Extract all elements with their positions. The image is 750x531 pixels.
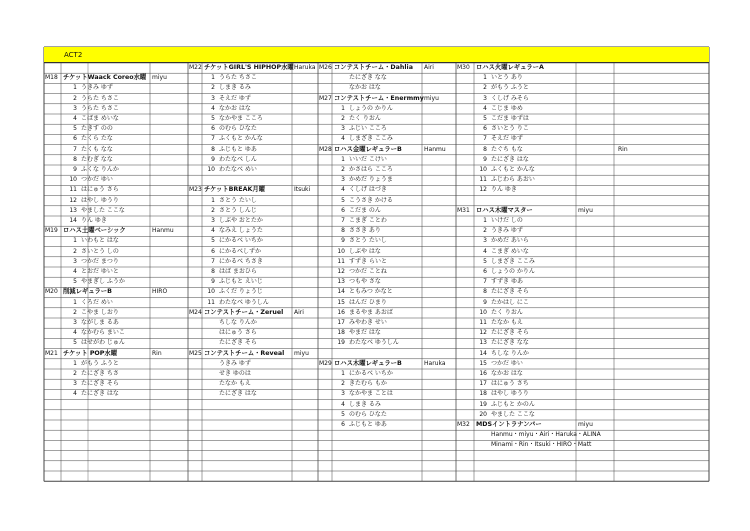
- member-name: たなか もえ: [491, 319, 523, 327]
- member-name: こじま ゆめ: [491, 104, 523, 112]
- member-name: ふじわら あおい: [491, 176, 535, 184]
- member-name: たむぎ なな: [81, 155, 113, 163]
- teacher-name: miyu: [424, 94, 439, 102]
- member-name: ふじもと えいじ: [219, 278, 263, 286]
- class-code: M21: [45, 349, 58, 357]
- class-title: MDSイントラナンバー: [476, 420, 542, 428]
- member-number: 12: [337, 268, 345, 276]
- member-name: りん ゆき: [491, 186, 517, 194]
- member-name: ふじもと ゆあ: [219, 145, 257, 153]
- class-code: M31: [457, 206, 470, 214]
- member-number: 3: [483, 94, 487, 102]
- member-number: 3: [341, 390, 345, 398]
- member-name: くろだ めい: [81, 298, 113, 306]
- class-title: 削減レギュラーB: [63, 288, 112, 296]
- member-number: 16: [479, 370, 487, 378]
- member-number: 13: [69, 206, 77, 214]
- member-number: 9: [211, 278, 215, 286]
- member-name: ふじい こころ: [349, 125, 387, 133]
- member-name: しょうの かりん: [491, 268, 535, 276]
- member-number: 9: [483, 155, 487, 163]
- member-name: しょうの かりん: [349, 104, 393, 112]
- member-number: 11: [207, 298, 215, 306]
- class-title: ロハス金曜レギュラーB: [334, 145, 402, 153]
- member-name: すずき ゆあ: [491, 278, 523, 286]
- member-name: ふくもと かんな: [491, 166, 535, 174]
- member-number: 2: [73, 247, 77, 255]
- member-number: 4: [341, 400, 345, 408]
- class-title: コンテストチーム・Dahlia: [334, 63, 413, 71]
- member-number: [202, 318, 216, 328]
- member-number: 1: [341, 104, 345, 112]
- member-number: 6: [341, 206, 345, 214]
- member-name: はやし ゆうり: [491, 390, 529, 398]
- member-name: のむら ひなた: [349, 410, 387, 418]
- class-code: M20: [45, 288, 58, 296]
- member-name: くしげ みそら: [491, 94, 529, 102]
- class-title: コンテストチーム・Enermmy: [334, 94, 424, 102]
- member-number: 6: [211, 125, 215, 133]
- class-code: M25: [189, 349, 202, 357]
- member-number: 9: [73, 166, 77, 174]
- extra-note: Rin: [618, 145, 628, 153]
- member-number: 10: [207, 288, 215, 296]
- member-number: 7: [341, 217, 345, 225]
- member-number: 10: [479, 308, 487, 316]
- member-number: 17: [479, 380, 487, 388]
- member-number: 7: [483, 278, 487, 286]
- member-number: 6: [483, 125, 487, 133]
- member-name: なかやま ことは: [349, 390, 393, 398]
- member-number: 7: [483, 135, 487, 143]
- member-number: 4: [483, 247, 487, 255]
- member-name: いけだ しの: [491, 217, 523, 225]
- member-name: たく りおん: [491, 308, 523, 316]
- class-code: M29: [319, 359, 332, 367]
- member-name: たにざき そら: [491, 329, 529, 337]
- member-name: とおだ ゆいと: [81, 268, 119, 276]
- member-name: うらた ちさこ: [219, 74, 257, 82]
- teacher-name: Hanmu: [424, 145, 446, 153]
- member-name: いいだ こけい: [349, 155, 387, 163]
- member-number: 2: [483, 84, 487, 92]
- member-number: 1: [341, 155, 345, 163]
- member-name: ふじもと かのん: [491, 400, 535, 408]
- member-number: 10: [337, 247, 345, 255]
- member-number: 4: [341, 135, 345, 143]
- member-number: 3: [211, 94, 215, 102]
- member-number: 4: [211, 104, 215, 112]
- member-number: 9: [211, 155, 215, 163]
- member-number: 7: [211, 135, 215, 143]
- member-name: うきみ ゆず: [219, 359, 251, 367]
- member-number: 1: [73, 84, 77, 92]
- member-name: うきみ ゆず: [491, 227, 523, 235]
- teacher-name: Airi: [424, 64, 434, 72]
- member-number: 1: [73, 237, 77, 245]
- teacher-name: miyu: [578, 421, 593, 429]
- member-name: さとう たいし: [219, 196, 257, 204]
- spreadsheet: [44, 47, 709, 483]
- member-number: 14: [479, 349, 487, 357]
- member-number: 11: [479, 319, 487, 327]
- member-name: なかお はな: [219, 104, 251, 112]
- teacher-name: [576, 63, 614, 73]
- member-number: 8: [483, 145, 487, 153]
- member-name: しぶや おとたか: [219, 217, 263, 225]
- member-number: 10: [207, 166, 215, 174]
- member-number: 9: [483, 298, 487, 306]
- member-name: つかだ ゆい: [81, 176, 113, 184]
- member-name: やまだ はな: [349, 329, 381, 337]
- member-name: つかだ ゆい: [491, 359, 523, 367]
- member-name: ささき あり: [349, 227, 381, 235]
- member-number: 12: [479, 329, 487, 337]
- teacher-name: Airi: [294, 308, 304, 316]
- member-name: Minami・Rin・Itsuki・HIRO・Matt: [491, 441, 592, 449]
- member-number: 6: [341, 421, 345, 429]
- member-name: たきす のの: [81, 125, 113, 133]
- member-name: なかお はな: [349, 84, 381, 92]
- member-name: Hanmu・miyu・Airi・Haruka・ALINA: [491, 431, 601, 439]
- teacher-name: Itsuki: [294, 186, 311, 194]
- teacher-name: miyu: [152, 74, 167, 82]
- member-number: 11: [337, 257, 345, 265]
- member-number: [202, 379, 216, 389]
- class-title: ロハス木曜マスター: [476, 206, 533, 214]
- member-number: 17: [337, 319, 345, 327]
- member-number: 13: [479, 339, 487, 347]
- member-name: にかるべ いちか: [349, 370, 393, 378]
- member-number: 18: [337, 329, 345, 337]
- member-name: つもや さな: [349, 278, 381, 286]
- member-number: 4: [341, 186, 345, 194]
- member-number: 4: [211, 227, 215, 235]
- teacher-name: miyu: [578, 206, 593, 214]
- member-name: わたなべ ゆうしん: [349, 339, 399, 347]
- member-name: わたなべ ゆうしん: [219, 298, 269, 306]
- member-name: こだま のん: [349, 206, 381, 214]
- member-number: 1: [211, 74, 215, 82]
- member-name: こまぎ ことわ: [349, 217, 387, 225]
- member-number: 8: [483, 288, 487, 296]
- member-name: こやま しおり: [81, 308, 119, 316]
- member-name: うきみ ゆず: [81, 84, 113, 92]
- class-code: M30: [457, 64, 470, 72]
- member-name: たにざき そら: [81, 380, 119, 388]
- member-name: わたなべ めい: [219, 166, 257, 174]
- member-number: 14: [69, 217, 77, 225]
- class-code: M24: [189, 308, 202, 316]
- member-name: がもう ふうと: [491, 84, 529, 92]
- class-code: M28: [319, 145, 332, 153]
- member-name: まるやま あおば: [349, 308, 393, 316]
- class-code: M23: [189, 186, 202, 194]
- member-name: やまぎし ふうか: [81, 278, 125, 286]
- class-code: M18: [45, 74, 58, 82]
- member-name: ふじもと ゆあ: [349, 421, 387, 429]
- member-name: たにざき はな: [491, 155, 529, 163]
- teacher-name: miyu: [294, 349, 309, 357]
- member-number: 3: [211, 217, 215, 225]
- member-number: [202, 328, 216, 338]
- member-number: 8: [73, 155, 77, 163]
- member-name: いわもと はな: [81, 237, 119, 245]
- class-title: ロハス火曜レギュラーA: [476, 63, 544, 71]
- member-name: たにざき なな: [491, 339, 529, 347]
- member-name: つかだ まつり: [81, 257, 119, 265]
- member-name: はせがわ じゅん: [81, 339, 125, 347]
- member-name: ともみつ かなと: [349, 288, 393, 296]
- member-name: かめだ あいら: [491, 237, 529, 245]
- member-name: はば まおひら: [219, 268, 257, 276]
- member-number: 19: [337, 339, 345, 347]
- member-number: 7: [211, 257, 215, 265]
- member-number: [202, 389, 216, 399]
- member-number: 2: [73, 308, 77, 316]
- member-number: 5: [73, 278, 77, 286]
- class-title: チケットBREAK月曜: [204, 186, 265, 194]
- member-number: 8: [211, 268, 215, 276]
- member-name: りん ゆき: [81, 217, 107, 225]
- class-code: M26: [319, 64, 332, 72]
- member-name: さとう しんじ: [219, 206, 257, 214]
- member-name: たにざき はな: [219, 390, 257, 398]
- class-title: コンテストチーム・Zeruel: [204, 308, 284, 316]
- member-number: 6: [73, 135, 77, 143]
- member-number: 5: [341, 196, 345, 204]
- member-number: 2: [211, 84, 215, 92]
- member-number: 3: [73, 257, 77, 265]
- member-number: 1: [483, 217, 487, 225]
- member-name: くしげ はづき: [349, 186, 387, 194]
- member-name: たにざき そら: [491, 288, 529, 296]
- member-name: ふくだ りょうじ: [219, 288, 263, 296]
- member-name: さいとう しの: [81, 247, 119, 255]
- member-name: わたなべ しん: [219, 155, 257, 163]
- member-name: ながしま るあ: [81, 319, 119, 327]
- member-name: なかお はな: [491, 370, 523, 378]
- member-name: しまざき ここみ: [491, 257, 535, 265]
- member-name: たにざき そら: [219, 339, 257, 347]
- member-name: がもう ふうと: [81, 359, 119, 367]
- member-number: 10: [69, 176, 77, 184]
- class-title: ロハス土曜ベーシック: [63, 227, 126, 235]
- teacher-name: Haruka: [424, 359, 446, 367]
- member-name: うらた ちさこ: [81, 104, 119, 112]
- member-name: しまき るみ: [219, 84, 251, 92]
- member-number: 12: [479, 186, 487, 194]
- member-number: 4: [73, 268, 77, 276]
- member-number: 3: [73, 380, 77, 388]
- member-number: 2: [483, 227, 487, 235]
- member-name: なかやま こころ: [219, 115, 263, 123]
- member-name: なかむら まいこ: [81, 329, 125, 337]
- member-name: こうさき かける: [349, 196, 393, 204]
- member-name: ふくもと かんな: [219, 135, 263, 143]
- member-number: 19: [479, 400, 487, 408]
- member-name: たにざき はな: [81, 390, 119, 398]
- member-name: かさはら こころ: [349, 166, 393, 174]
- member-name: ちしな りんか: [219, 319, 257, 327]
- member-number: [474, 430, 488, 440]
- member-number: 1: [483, 74, 487, 82]
- class-title: チケットWaack Coreo水曜: [63, 74, 147, 82]
- member-number: 6: [211, 247, 215, 255]
- member-name: そえだ ゆず: [219, 94, 251, 102]
- member-number: 13: [337, 278, 345, 286]
- member-number: 18: [479, 390, 487, 398]
- member-name: こばま めいな: [81, 115, 119, 123]
- member-number: 5: [211, 237, 215, 245]
- member-number: 4: [73, 115, 77, 123]
- member-name: はにゅう さら: [81, 186, 119, 194]
- member-number: [202, 369, 216, 379]
- member-name: そえだ ゆず: [491, 135, 523, 143]
- member-number: 4: [73, 329, 77, 337]
- member-name: せき ゆのは: [219, 370, 251, 378]
- member-name: はんだ ひまり: [349, 298, 387, 306]
- member-number: 3: [341, 176, 345, 184]
- member-number: 20: [479, 410, 487, 418]
- member-number: 4: [73, 390, 77, 398]
- class-code: M27: [319, 94, 332, 102]
- member-number: 15: [337, 298, 345, 306]
- member-number: [332, 83, 346, 93]
- member-number: [202, 338, 216, 348]
- member-number: 10: [479, 166, 487, 174]
- member-number: 11: [69, 186, 77, 194]
- member-number: 1: [73, 298, 77, 306]
- teacher-name: Rin: [152, 349, 162, 357]
- member-name: しまき るみ: [349, 400, 381, 408]
- class-title: チケットGIRL'S HIPHOP水曜: [204, 63, 294, 71]
- member-number: 5: [211, 115, 215, 123]
- class-title: コンテストチーム・Reveal: [204, 349, 285, 357]
- member-number: 8: [341, 227, 345, 235]
- member-number: 5: [483, 257, 487, 265]
- member-name: はにゅう さち: [491, 380, 529, 388]
- member-name: やました ここな: [491, 410, 535, 418]
- member-number: 2: [73, 94, 77, 102]
- member-number: 3: [73, 104, 77, 112]
- member-number: 9: [341, 237, 345, 245]
- member-name: いとう あり: [491, 74, 523, 82]
- header-bar: [44, 47, 709, 63]
- member-number: 3: [483, 237, 487, 245]
- member-number: 5: [73, 125, 77, 133]
- member-name: たにざき ちさ: [81, 370, 119, 378]
- member-number: 7: [73, 145, 77, 153]
- member-number: 3: [341, 125, 345, 133]
- member-name: うらた ちさこ: [81, 94, 119, 102]
- class-code: M19: [45, 227, 58, 235]
- sheet-title: ACT2: [64, 51, 83, 59]
- member-number: 14: [337, 288, 345, 296]
- member-name: こまぎ めいな: [491, 247, 529, 255]
- member-name: たくら たな: [81, 135, 113, 143]
- member-number: 3: [73, 319, 77, 327]
- member-name: つかだ ことね: [349, 268, 387, 276]
- member-name: のむら ひなた: [219, 125, 257, 133]
- member-name: たくも なな: [81, 145, 113, 153]
- member-name: はにゅう さら: [219, 329, 257, 337]
- member-name: にかるべしずか: [219, 247, 262, 255]
- teacher-name: Hanmu: [152, 227, 174, 235]
- member-name: しぶや はな: [349, 247, 381, 255]
- member-name: たにざき なな: [349, 74, 387, 82]
- member-name: やました ここな: [81, 206, 125, 214]
- class-title: ロハス木曜レギュラーB: [334, 359, 402, 367]
- member-name: こだま ゆずは: [491, 115, 529, 123]
- class-code: M32: [457, 421, 470, 429]
- member-number: 2: [73, 370, 77, 378]
- member-number: 2: [211, 206, 215, 214]
- member-name: きたむら もか: [349, 380, 387, 388]
- member-number: 1: [341, 370, 345, 378]
- member-number: 5: [73, 339, 77, 347]
- member-number: 1: [211, 196, 215, 204]
- member-name: はやし ゆうり: [81, 196, 119, 204]
- member-number: 11: [479, 176, 487, 184]
- member-number: 2: [341, 166, 345, 174]
- member-number: 2: [341, 380, 345, 388]
- member-number: [202, 359, 216, 369]
- teacher-name: Haruka: [294, 64, 316, 72]
- member-name: さとう たいし: [349, 237, 387, 245]
- member-number: 1: [73, 359, 77, 367]
- member-name: なみえ しょうた: [219, 227, 263, 235]
- member-name: しまざき ここみ: [349, 135, 393, 143]
- member-name: みやわき せい: [349, 319, 387, 327]
- member-name: さいとう りこ: [491, 125, 529, 133]
- member-number: 5: [341, 410, 345, 418]
- member-name: ちしな りんか: [491, 349, 529, 357]
- member-number: 8: [211, 145, 215, 153]
- member-name: にかるべ いちか: [219, 237, 263, 245]
- member-number: 5: [483, 115, 487, 123]
- member-name: ふくな りんか: [81, 166, 119, 174]
- class-code: M22: [189, 64, 202, 72]
- member-number: 16: [337, 308, 345, 316]
- member-number: 2: [341, 115, 345, 123]
- member-number: 12: [69, 196, 77, 204]
- member-name: にかるべ ちさき: [219, 257, 263, 265]
- class-title: チケット POP水曜: [63, 349, 117, 357]
- member-name: たかはし にこ: [491, 298, 529, 306]
- member-name: たく りおん: [349, 115, 381, 123]
- teacher-name: HIRO: [152, 288, 168, 296]
- member-number: [474, 440, 488, 450]
- member-name: すずき らいと: [349, 257, 387, 265]
- member-number: 15: [479, 359, 487, 367]
- member-number: [332, 73, 346, 83]
- member-number: 6: [483, 268, 487, 276]
- member-number: 4: [483, 104, 487, 112]
- member-name: かめだ りょうま: [349, 176, 393, 184]
- member-name: たぐち もな: [491, 145, 523, 153]
- member-name: たなか もえ: [219, 380, 251, 388]
